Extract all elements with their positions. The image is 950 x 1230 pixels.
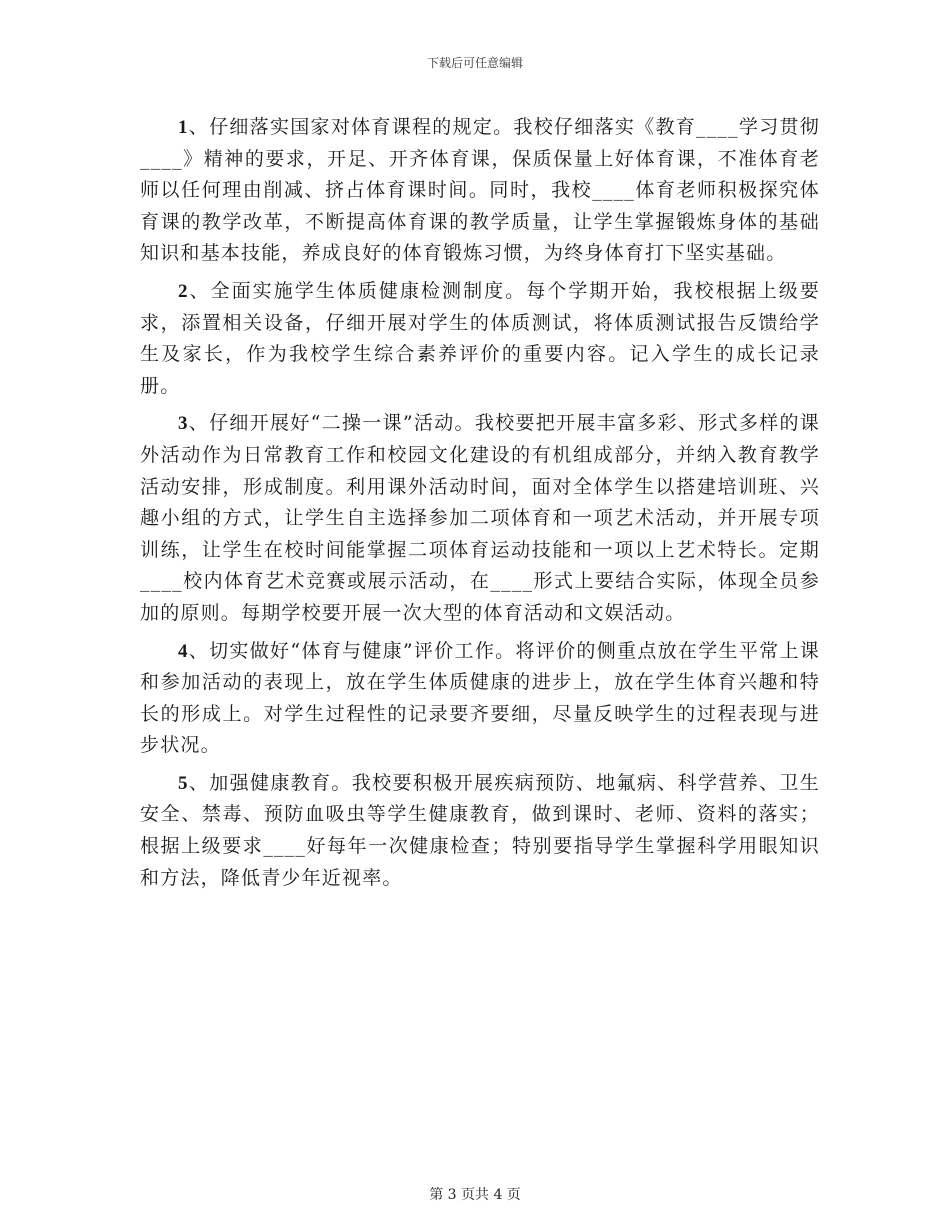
paragraph-number: 5 xyxy=(178,772,189,794)
document-body xyxy=(140,112,820,900)
paragraph-number: 1 xyxy=(178,117,189,138)
paragraph-2 xyxy=(140,276,820,402)
paragraph-text: 、全面实施学生体质健康检测制度。每个学期开始，我校根据上级要求，添置相关设备，仔细开展对学生的体质测试，将体质测试报告反馈给学生及家长，作为我校学生综合素养评价的重要内容。记入学生的成长记录册。 xyxy=(140,279,820,397)
paragraph-text: 、加强健康教育。我校要积极开展疾病预防、地氟病、科学营养、卫生安全、禁毒、预防血吸虫等学生健康教育，做到课时、老师、资料的落实；根据上级要求____好每年一次健康检查；特别要指导学生掌握科学用眼知识和方法，降低青少年近视率。 xyxy=(140,771,820,889)
paragraph-5 xyxy=(140,768,820,894)
paragraph-number: 2 xyxy=(178,280,189,302)
paragraph-text: 、仔细落实国家对体育课程的规定。我校仔细落实《教育____学习贯彻____》精神的要求，开足、开齐体育课，保质保量上好体育课，不准体育老师以任何理由削减、挤占体育课时间。同时，我校____体育老师积极探究体育课的教学改革，不断提高体育课的教学质量，让学生掌握锻炼身体的基础知识和基本技能，养成良好的体育锻炼习惯，为终身体育打下坚实基础。 xyxy=(140,116,820,265)
paragraph-text: 、切实做好“体育与健康”评价工作。将评价的侧重点放在学生平常上课和参加活动的表现上，放在学生体质健康的进步上，放在学生体育兴趣和特长的形成上。对学生过程性的记录要齐要细，尽量反映学生的过程表现与进步状况。 xyxy=(140,639,820,757)
paragraph-number: 4 xyxy=(178,640,189,662)
page-number: 第 3 页共 4 页 xyxy=(429,1187,521,1203)
paragraph-4 xyxy=(140,636,820,762)
paragraph-number: 3 xyxy=(178,413,189,435)
paragraph-text: 、仔细开展好“二操一课”活动。我校要把开展丰富多彩、形式多样的课外活动作为日常教育工作和校园文化建设的有机组成部分，并纳入教育教学活动安排，形成制度。利用课外活动时间，面对全体学生以搭建培训班、兴趣小组的方式，让学生自主选择参加二项体育和一项艺术活动，并开展专项训练，让学生在校时间能掌握二项体育运动技能和一项以上艺术特长。定期____校内体育艺术竞赛或展示活动，在____形式上要结合实际，体现全员参加的原则。每期学校要开展一次大型的体育活动和文娱活动。 xyxy=(140,412,820,624)
paragraph-1 xyxy=(140,112,820,270)
header-note: 下载后可任意编辑 xyxy=(426,56,523,70)
paragraph-3 xyxy=(140,408,820,629)
